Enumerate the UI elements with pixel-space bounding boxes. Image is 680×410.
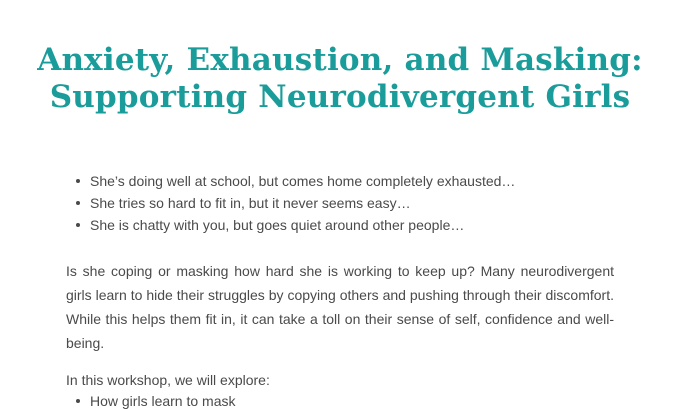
explore-list <box>72 390 650 410</box>
list-item: She tries so hard to fit in, but it never seems easy… <box>90 192 650 214</box>
list-item: How girls learn to mask <box>90 390 650 410</box>
title-line-2: Supporting Neurodivergent Girls <box>49 79 631 115</box>
workshop-intro: In this workshop, we will explore: <box>66 372 270 388</box>
list-item: She is chatty with you, but goes quiet around other people… <box>90 214 650 236</box>
bullet-list <box>72 170 650 236</box>
list-item: She’s doing well at school, but comes home completely exhausted… <box>90 170 650 192</box>
page-title <box>0 42 680 116</box>
title-line-1: Anxiety, Exhaustion, and Masking: <box>37 42 643 78</box>
body-paragraph: Is she coping or masking how hard she is working to keep up? Many neurodivergent girls learn to hide their struggles by copying others and pushing through their discomfort. While this helps them fit in, it can take a toll on their sense of self, confidence and well-being. <box>66 263 614 351</box>
